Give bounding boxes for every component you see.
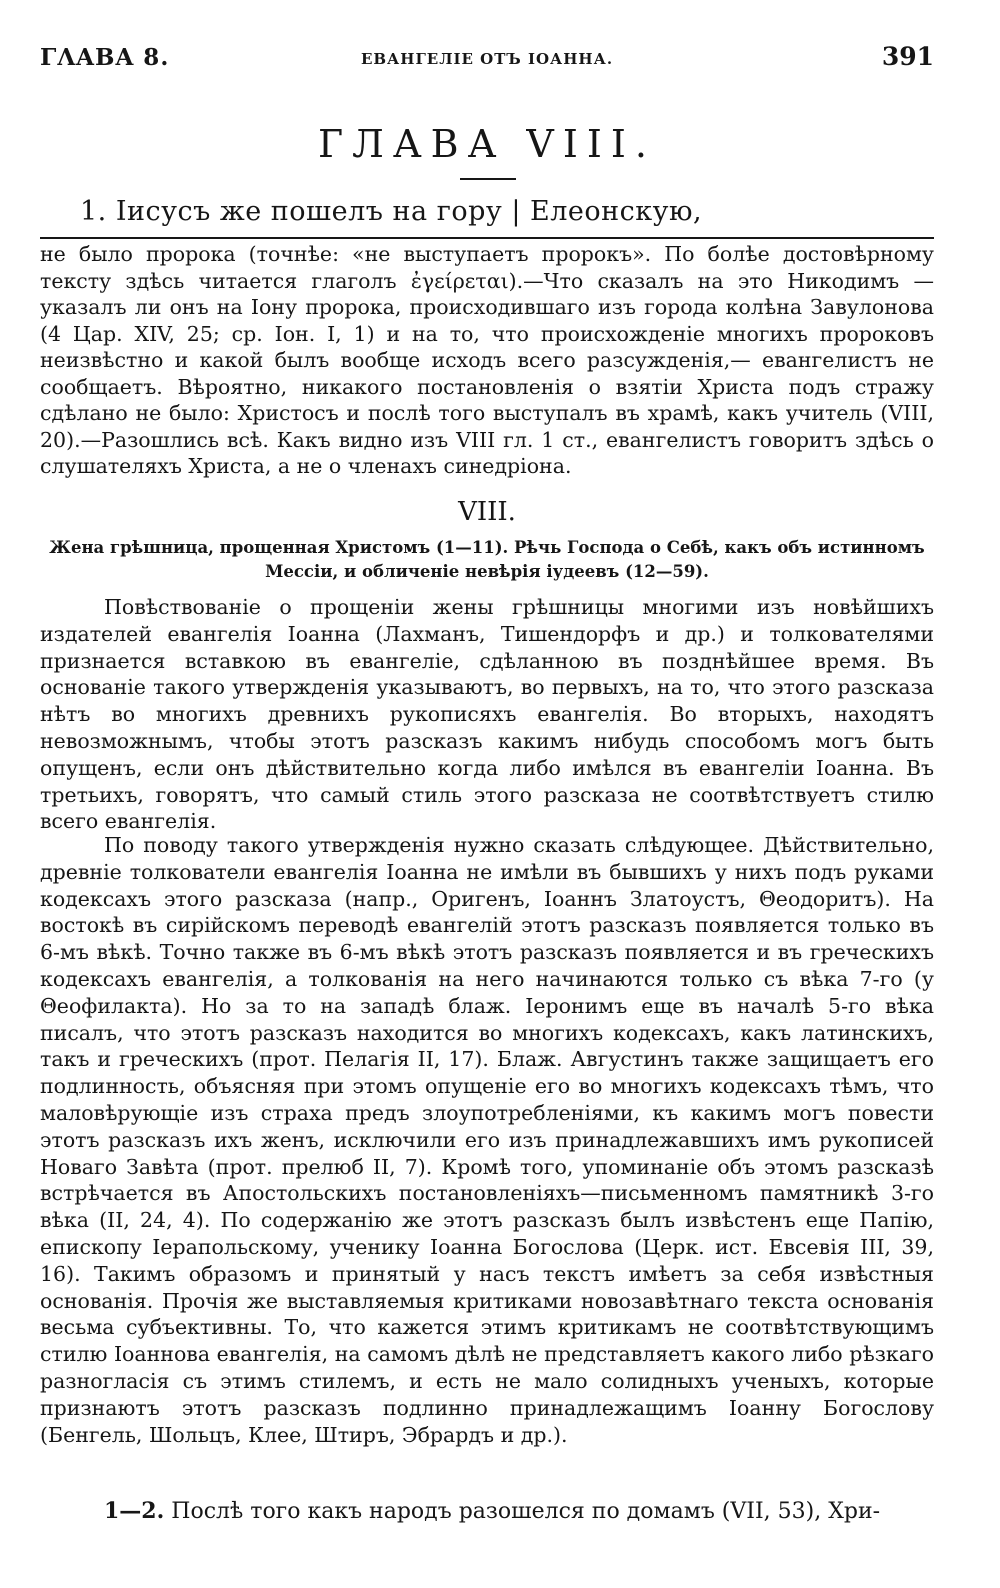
section-summary-line-1: Жена грѣшница, прощенная Христомъ (1—11). Рѣчь Господа о Себѣ, какъ объ истинномъ [49, 538, 925, 557]
section-number: VIII. [458, 497, 516, 527]
book-page [40, 0, 934, 1588]
verse-number: 1—2. [104, 1498, 165, 1524]
verse-line: 1. Іисусъ же пошелъ на гору | Елеонскую, [80, 196, 703, 227]
verse-commentary-text: Послѣ того какъ народъ разошелся по домамъ (VII, 53), Хри- [171, 1499, 881, 1524]
verse-separator-rule [40, 237, 934, 239]
running-head [40, 40, 934, 80]
verse-commentary-start [104, 1497, 934, 1526]
running-head-chapter: ΓΛΑΒΑ 8. [40, 44, 170, 71]
commentary-text: не было пророка (точнѣе: «не выступаетъ пророкъ». По болѣе достовѣрному тексту здѣсь читается глаголъ ἐγείρεται).—Что сказалъ на это Никодимъ — указалъ ли онъ на Іону пророка, происходившаго изъ города колѣна Завулонова (4 Цар. XIV, 25; ср. Іон. I, 1) и на то, что происхожденіе многихъ пророковъ неизвѣстно и какой былъ вообще исходъ всего разсужденія,— евангелистъ не сообщаетъ. Вѣроятно, никакого постановленія о взятіи Христа подъ стражу сдѣлано не было: Христосъ и послѣ того выступалъ въ храмѣ, какъ учитель (VIII, 20).—Разошлись всѣ. Какъ видно изъ VIII гл. 1 ст., евангелистъ говоритъ здѣсь о слушателяхъ Христа, а не о членахъ синедріона. [40, 242, 934, 478]
title-rule [460, 178, 516, 180]
running-head-book-title: ЕВАНГЕЛІЕ ОТЪ ІОАННА. [360, 50, 614, 68]
page-number: 391 [881, 42, 934, 71]
section-summary [40, 536, 934, 584]
paragraph-2: По поводу такого утвержденія нужно сказать слѣдующее. Дѣйствительно, древніе толкователи евангелія Іоанна не имѣли въ бывшихъ у нихъ подъ руками кодексахъ этого разсказа (напр., Оригенъ, Іоаннъ Златоустъ, Θеодоритъ). На востокѣ въ сирійскомъ переводѣ евангелій этотъ разсказъ появляется только въ 6-мъ вѣкѣ. Точно также въ 6-мъ вѣкѣ этотъ разсказъ появляется и въ греческихъ кодексахъ евангелія, а толкованія на него начинаются только съ вѣка 7-го (у Θеофилакта). Но за то на западѣ блаж. Іеронимъ еще въ началѣ 5-го вѣка писалъ, что этотъ разсказъ находится во многихъ кодексахъ, какъ латинскихъ, такъ и греческихъ (прот. Пелагія II, 17). Блаж. Августинъ также защищаетъ его подлинность, объясняя при этомъ опущеніе его во многихъ кодексахъ тѣмъ, что маловѣрующіе изъ страха предъ злоупотребленіями, къ какимъ могъ повести этотъ разсказъ ихъ женъ, исключили его изъ принадлежавшихъ имъ рукописей Новаго Завѣта (прот. прелюб II, 7). Кромѣ того, упоминаніе объ этомъ разсказѣ встрѣчается въ Апостольскихъ постановленіяхъ—письменномъ памятникѣ 3-го вѣка (II, 24, 4). По содержанію же этотъ разсказъ былъ извѣстенъ еще Папію, епископу Іерапольскому, ученику Іоанна Богослова (Церк. ист. Евсевія III, 39, 16). Такимъ образомъ и принятый у насъ текстъ имѣетъ за себя извѣстныя основанія. Прочія же выставляемыя критиками новозавѣтнаго текста основанія весьма субъективны. То, что кажется этимъ критикамъ не соотвѣтствующимъ стилю Іоаннова евангелія, на самомъ дѣлѣ не представляетъ какого либо рѣзкаго разногласія съ этимъ стилемъ, и есть не мало солидныхъ ученыхъ, которые признаютъ этотъ разсказъ подлинно принадлежащимъ Іоанну Богослову (Бенгель, Шольцъ, Клее, Штиръ, Эбрардъ и др.). [40, 833, 934, 1447]
chapter-title: ГЛАВА VIII. [318, 122, 656, 166]
paragraph-1: Повѣствованіе о прощеніи жены грѣшницы многими изъ новѣйшихъ издателей евангелія Іоанна (Лахманъ, Тишендорфъ и др.) и толкователями признается вставкою въ евангеліе, сдѣланною въ позднѣйшее время. Въ основаніе такого утвержденія указываютъ, во первыхъ, на то, что этого разсказа нѣтъ во многихъ древнихъ рукописяхъ евангелія. Во вторыхъ, находятъ невозможнымъ, чтобы этотъ разсказъ какимъ нибудь способомъ могъ быть опущенъ, если онъ дѣйствительно когда либо имѣлся въ евангеліи Іоанна. Въ третьихъ, говорятъ, что самый стиль этого разсказа не соотвѣтствуетъ стилю всего евангелія. [40, 595, 934, 834]
section-summary-line-2: Мессіи, и обличеніе невѣрія іудеевъ (12—59). [265, 562, 709, 581]
